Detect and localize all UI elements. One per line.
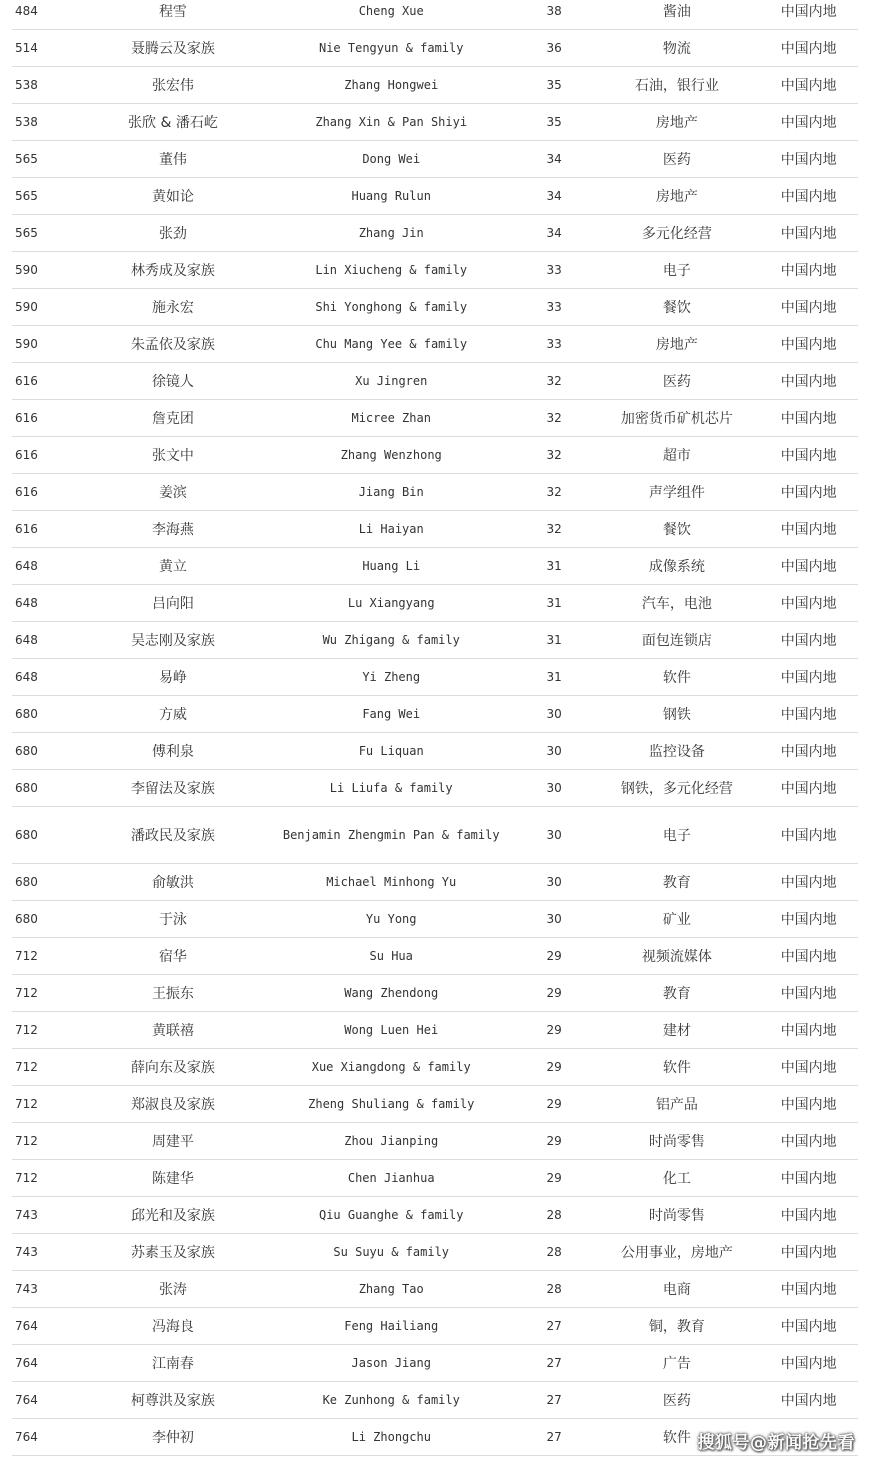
rank-cell: 712: [12, 1012, 77, 1049]
region-cell: 中国内地: [759, 696, 858, 733]
name-cn-cell: 张文中: [77, 437, 268, 474]
name-en-cell: Zhang Hongwei: [269, 67, 514, 104]
region-cell: 中国内地: [759, 363, 858, 400]
table-row: [12, 1308, 858, 1345]
name-cn-cell: 易峥: [77, 659, 268, 696]
rank-cell: 743: [12, 1197, 77, 1234]
region-cell: 中国内地: [759, 1271, 858, 1308]
region-cell: 中国内地: [759, 1086, 858, 1123]
rank-cell: 565: [12, 141, 77, 178]
industry-cell: 教育: [594, 975, 759, 1012]
wealth-cell: 30: [514, 807, 594, 864]
wealth-cell: 35: [514, 104, 594, 141]
table-row: [12, 215, 858, 252]
industry-cell: 房地产: [594, 178, 759, 215]
region-cell: 中国内地: [759, 30, 858, 67]
rank-cell: 616: [12, 400, 77, 437]
name-cn-cell: 陈建华: [77, 1160, 268, 1197]
region-cell: 中国内地: [759, 1123, 858, 1160]
industry-cell: 软件: [594, 1049, 759, 1086]
name-cn-cell: 傅利泉: [77, 733, 268, 770]
name-en-cell: Su Hua: [269, 938, 514, 975]
name-en-cell: Wong Luen Hei: [269, 1012, 514, 1049]
table-row: [12, 289, 858, 326]
name-cn-cell: 张劲: [77, 215, 268, 252]
name-en-cell: Cheng Xue: [269, 0, 514, 30]
name-cn-cell: 苏素玉及家族: [77, 1234, 268, 1271]
wealth-cell: 32: [514, 474, 594, 511]
table-row: [12, 1345, 858, 1382]
rank-cell: 712: [12, 1049, 77, 1086]
name-en-cell: Fang Wei: [269, 696, 514, 733]
wealth-cell: 34: [514, 215, 594, 252]
wealth-cell: 32: [514, 363, 594, 400]
name-en-cell: Su Suyu & family: [269, 1234, 514, 1271]
region-cell: 中国内地: [759, 289, 858, 326]
table-row: [12, 1012, 858, 1049]
name-en-cell: Qiu Guanghe & family: [269, 1197, 514, 1234]
name-en-cell: Li Haiyan: [269, 511, 514, 548]
rank-cell: 764: [12, 1419, 77, 1456]
region-cell: 中国内地: [759, 1234, 858, 1271]
table-row: [12, 1086, 858, 1123]
region-cell: 中国内地: [759, 252, 858, 289]
table-row: [12, 67, 858, 104]
industry-cell: 酱油: [594, 0, 759, 30]
rank-cell: 616: [12, 437, 77, 474]
wealth-cell: 29: [514, 1012, 594, 1049]
rank-cell: 764: [12, 1382, 77, 1419]
region-cell: 中国内地: [759, 733, 858, 770]
industry-cell: 化工: [594, 1160, 759, 1197]
table-row: [12, 975, 858, 1012]
table-row: [12, 1382, 858, 1419]
wealth-cell: 35: [514, 67, 594, 104]
name-cn-cell: 俞敏洪: [77, 864, 268, 901]
region-cell: 中国内地: [759, 1012, 858, 1049]
name-en-cell: Fu Liquan: [269, 733, 514, 770]
industry-cell: 时尚零售: [594, 1197, 759, 1234]
rank-cell: 712: [12, 1123, 77, 1160]
wealth-cell: 34: [514, 141, 594, 178]
region-cell: 中国内地: [759, 104, 858, 141]
region-cell: 中国内地: [759, 864, 858, 901]
table-row: [12, 696, 858, 733]
industry-cell: 医药: [594, 141, 759, 178]
wealth-cell: 30: [514, 901, 594, 938]
table-row: [12, 252, 858, 289]
wealth-cell: 30: [514, 696, 594, 733]
name-en-cell: Lu Xiangyang: [269, 585, 514, 622]
wealth-cell: 29: [514, 975, 594, 1012]
name-en-cell: Huang Li: [269, 548, 514, 585]
industry-cell: 餐饮: [594, 511, 759, 548]
wealth-cell: 31: [514, 585, 594, 622]
name-cn-cell: 宿华: [77, 938, 268, 975]
rank-cell: 590: [12, 252, 77, 289]
region-cell: 中国内地: [759, 1308, 858, 1345]
rank-cell: 590: [12, 326, 77, 363]
wealth-cell: 29: [514, 1086, 594, 1123]
region-cell: 中国内地: [759, 141, 858, 178]
region-cell: 中国内地: [759, 770, 858, 807]
region-cell: 中国内地: [759, 474, 858, 511]
name-en-cell: Chu Mang Yee & family: [269, 326, 514, 363]
wealth-cell: 32: [514, 437, 594, 474]
rank-cell: 712: [12, 975, 77, 1012]
rank-cell: 648: [12, 548, 77, 585]
industry-cell: 电子: [594, 807, 759, 864]
name-cn-cell: 周建平: [77, 1123, 268, 1160]
rank-cell: 565: [12, 178, 77, 215]
rank-cell: 616: [12, 363, 77, 400]
name-cn-cell: 詹克团: [77, 400, 268, 437]
name-en-cell: Micree Zhan: [269, 400, 514, 437]
name-en-cell: Zhang Xin & Pan Shiyi: [269, 104, 514, 141]
name-en-cell: Zhang Jin: [269, 215, 514, 252]
wealth-cell: 32: [514, 400, 594, 437]
wealth-cell: 27: [514, 1308, 594, 1345]
wealth-cell: 36: [514, 30, 594, 67]
wealth-cell: 31: [514, 659, 594, 696]
name-en-cell: Huang Rulun: [269, 178, 514, 215]
name-cn-cell: 邱光和及家族: [77, 1197, 268, 1234]
name-cn-cell: 朱孟依及家族: [77, 326, 268, 363]
wealth-cell: 27: [514, 1345, 594, 1382]
rank-cell: 616: [12, 474, 77, 511]
name-cn-cell: 潘政民及家族: [77, 807, 268, 864]
name-en-cell: Chen Jianhua: [269, 1160, 514, 1197]
table-row: [12, 326, 858, 363]
name-en-cell: Zhou Jianping: [269, 1123, 514, 1160]
region-cell: 中国内地: [759, 0, 858, 30]
name-en-cell: Michael Minhong Yu: [269, 864, 514, 901]
region-cell: 中国内地: [759, 901, 858, 938]
table-row: [12, 363, 858, 400]
table-row: [12, 901, 858, 938]
table-row: [12, 659, 858, 696]
wealth-cell: 30: [514, 770, 594, 807]
wealth-cell: 27: [514, 1382, 594, 1419]
table-row: [12, 1271, 858, 1308]
table-row: [12, 1160, 858, 1197]
rank-cell: 514: [12, 30, 77, 67]
industry-cell: 房地产: [594, 104, 759, 141]
wealth-cell: 29: [514, 1123, 594, 1160]
wealth-cell: 31: [514, 548, 594, 585]
region-cell: 中国内地: [759, 807, 858, 864]
industry-cell: 软件: [594, 1419, 759, 1456]
name-cn-cell: 张宏伟: [77, 67, 268, 104]
region-cell: 中国内地: [759, 400, 858, 437]
region-cell: 中国内地: [759, 511, 858, 548]
industry-cell: 超市: [594, 437, 759, 474]
region-cell: 中国内地: [759, 975, 858, 1012]
name-cn-cell: 施永宏: [77, 289, 268, 326]
wealth-cell: 38: [514, 0, 594, 30]
region-cell: 中国内地: [759, 938, 858, 975]
name-cn-cell: 吕向阳: [77, 585, 268, 622]
name-en-cell: Zheng Shuliang & family: [269, 1086, 514, 1123]
table-row: [12, 141, 858, 178]
wealth-cell: 29: [514, 1160, 594, 1197]
wealth-cell: 27: [514, 1419, 594, 1456]
table-row: [12, 178, 858, 215]
name-cn-cell: 徐镜人: [77, 363, 268, 400]
table-row: [12, 400, 858, 437]
industry-cell: 声学组件: [594, 474, 759, 511]
industry-cell: 餐饮: [594, 289, 759, 326]
name-en-cell: Yi Zheng: [269, 659, 514, 696]
name-cn-cell: 董伟: [77, 141, 268, 178]
name-cn-cell: 黄如论: [77, 178, 268, 215]
name-en-cell: Lin Xiucheng & family: [269, 252, 514, 289]
rank-cell: 590: [12, 289, 77, 326]
industry-cell: 视频流媒体: [594, 938, 759, 975]
rank-cell: 648: [12, 622, 77, 659]
industry-cell: 铜，教育: [594, 1308, 759, 1345]
table-row: [12, 733, 858, 770]
rank-cell: 538: [12, 67, 77, 104]
name-cn-cell: 黄立: [77, 548, 268, 585]
industry-cell: 钢铁，多元化经营: [594, 770, 759, 807]
name-en-cell: Nie Tengyun & family: [269, 30, 514, 67]
rank-cell: 616: [12, 511, 77, 548]
industry-cell: 汽车，电池: [594, 585, 759, 622]
name-en-cell: Dong Wei: [269, 141, 514, 178]
region-cell: 中国内地: [759, 67, 858, 104]
wealth-cell: 30: [514, 864, 594, 901]
name-en-cell: Xu Jingren: [269, 363, 514, 400]
name-en-cell: Zhang Tao: [269, 1271, 514, 1308]
industry-cell: 矿业: [594, 901, 759, 938]
table-row: [12, 1123, 858, 1160]
name-cn-cell: 薛向东及家族: [77, 1049, 268, 1086]
name-en-cell: Li Zhongchu: [269, 1419, 514, 1456]
table-row: [12, 622, 858, 659]
rank-cell: 565: [12, 215, 77, 252]
industry-cell: 物流: [594, 30, 759, 67]
table-row: [12, 30, 858, 67]
table-row: [12, 511, 858, 548]
table-row: [12, 437, 858, 474]
industry-cell: 房地产: [594, 326, 759, 363]
industry-cell: 电子: [594, 252, 759, 289]
wealth-cell: 28: [514, 1197, 594, 1234]
rank-cell: 764: [12, 1345, 77, 1382]
region-cell: 中国内地: [759, 585, 858, 622]
industry-cell: 多元化经营: [594, 215, 759, 252]
table-row: [12, 1197, 858, 1234]
name-en-cell: Shi Yonghong & family: [269, 289, 514, 326]
name-en-cell: Jason Jiang: [269, 1345, 514, 1382]
wealth-cell: 33: [514, 252, 594, 289]
name-cn-cell: 程雪: [77, 0, 268, 30]
industry-cell: 广告: [594, 1345, 759, 1382]
table-row: [12, 938, 858, 975]
wealth-cell: 32: [514, 511, 594, 548]
rank-cell: 680: [12, 901, 77, 938]
name-cn-cell: 王振东: [77, 975, 268, 1012]
table-row: [12, 1234, 858, 1271]
industry-cell: 监控设备: [594, 733, 759, 770]
table-row: [12, 474, 858, 511]
rank-cell: 538: [12, 104, 77, 141]
industry-cell: 石油，银行业: [594, 67, 759, 104]
industry-cell: 面包连锁店: [594, 622, 759, 659]
wealth-cell: 34: [514, 178, 594, 215]
table-row: [12, 585, 858, 622]
name-cn-cell: 李仲初: [77, 1419, 268, 1456]
name-en-cell: Li Liufa & family: [269, 770, 514, 807]
industry-cell: 软件: [594, 659, 759, 696]
region-cell: 中国内地: [759, 659, 858, 696]
watermark: 搜狐号@新闻抢先看: [697, 1433, 855, 1453]
name-cn-cell: 郑淑良及家族: [77, 1086, 268, 1123]
industry-cell: 加密货币矿机芯片: [594, 400, 759, 437]
name-cn-cell: 冯海良: [77, 1308, 268, 1345]
industry-cell: 建材: [594, 1012, 759, 1049]
name-cn-cell: 张欣 & 潘石屹: [77, 104, 268, 141]
name-cn-cell: 李留法及家族: [77, 770, 268, 807]
rank-cell: 764: [12, 1308, 77, 1345]
name-cn-cell: 聂腾云及家族: [77, 30, 268, 67]
name-en-cell: Xue Xiangdong & family: [269, 1049, 514, 1086]
rank-cell: 680: [12, 696, 77, 733]
region-cell: 中国内地: [759, 1345, 858, 1382]
wealth-cell: 28: [514, 1234, 594, 1271]
industry-cell: 医药: [594, 363, 759, 400]
rank-cell: 484: [12, 0, 77, 30]
name-cn-cell: 张涛: [77, 1271, 268, 1308]
name-cn-cell: 吴志刚及家族: [77, 622, 268, 659]
wealth-cell: 31: [514, 622, 594, 659]
rank-cell: 648: [12, 659, 77, 696]
rank-cell: 743: [12, 1271, 77, 1308]
rank-cell: 712: [12, 1086, 77, 1123]
name-cn-cell: 于泳: [77, 901, 268, 938]
name-cn-cell: 黄联禧: [77, 1012, 268, 1049]
name-en-cell: Wu Zhigang & family: [269, 622, 514, 659]
name-en-cell: Jiang Bin: [269, 474, 514, 511]
region-cell: 中国内地: [759, 1382, 858, 1419]
rank-cell: 680: [12, 807, 77, 864]
rank-cell: 680: [12, 733, 77, 770]
wealth-cell: 29: [514, 938, 594, 975]
name-cn-cell: 林秀成及家族: [77, 252, 268, 289]
table-row: [12, 807, 858, 864]
region-cell: 中国内地: [759, 548, 858, 585]
name-cn-cell: 方威: [77, 696, 268, 733]
name-cn-cell: 姜滨: [77, 474, 268, 511]
industry-cell: 公用事业，房地产: [594, 1234, 759, 1271]
table-row: [12, 770, 858, 807]
industry-cell: 电商: [594, 1271, 759, 1308]
rank-cell: 743: [12, 1234, 77, 1271]
wealth-cell: 33: [514, 326, 594, 363]
table-row: [12, 1049, 858, 1086]
region-cell: 中国内地: [759, 1160, 858, 1197]
region-cell: 中国内地: [759, 215, 858, 252]
industry-cell: 成像系统: [594, 548, 759, 585]
industry-cell: 时尚零售: [594, 1123, 759, 1160]
rank-cell: 712: [12, 938, 77, 975]
rank-cell: 712: [12, 1160, 77, 1197]
name-cn-cell: 李海燕: [77, 511, 268, 548]
table-row: [12, 104, 858, 141]
name-en-cell: Wang Zhendong: [269, 975, 514, 1012]
wealth-cell: 28: [514, 1271, 594, 1308]
table-row: [12, 0, 858, 30]
region-cell: 中国内地: [759, 326, 858, 363]
industry-cell: 铝产品: [594, 1086, 759, 1123]
name-en-cell: Zhang Wenzhong: [269, 437, 514, 474]
region-cell: 中国内地: [759, 437, 858, 474]
region-cell: 中国内地: [759, 1197, 858, 1234]
region-cell: 中国内地: [759, 1049, 858, 1086]
table-body: [12, 0, 858, 1456]
region-cell: 中国内地: [759, 178, 858, 215]
rank-cell: 680: [12, 864, 77, 901]
name-en-cell: Yu Yong: [269, 901, 514, 938]
industry-cell: 教育: [594, 864, 759, 901]
table-row: [12, 864, 858, 901]
name-en-cell: Feng Hailiang: [269, 1308, 514, 1345]
industry-cell: 钢铁: [594, 696, 759, 733]
wealth-cell: 29: [514, 1049, 594, 1086]
rich-list-table: [12, 0, 858, 1456]
wealth-cell: 30: [514, 733, 594, 770]
region-cell: 中国内地: [759, 622, 858, 659]
name-en-cell: Ke Zunhong & family: [269, 1382, 514, 1419]
table-row: [12, 548, 858, 585]
name-cn-cell: 江南春: [77, 1345, 268, 1382]
name-en-cell: Benjamin Zhengmin Pan & family: [269, 807, 514, 864]
name-cn-cell: 柯尊洪及家族: [77, 1382, 268, 1419]
rank-cell: 680: [12, 770, 77, 807]
rank-cell: 648: [12, 585, 77, 622]
wealth-cell: 33: [514, 289, 594, 326]
industry-cell: 医药: [594, 1382, 759, 1419]
